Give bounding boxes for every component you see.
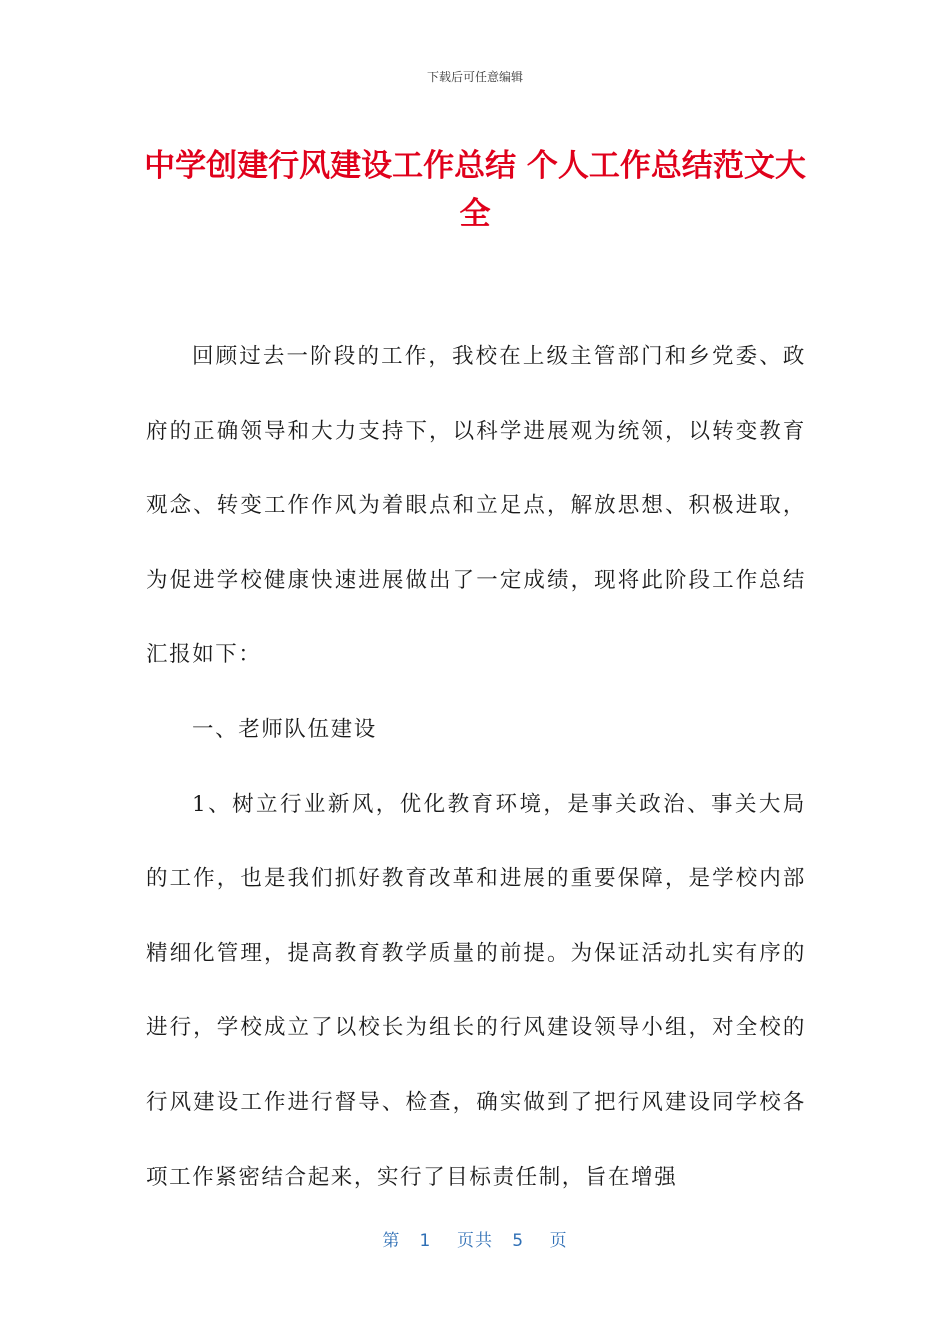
page-number-footer	[0, 1226, 950, 1251]
header-note: 下载后可任意编辑	[426, 70, 523, 84]
document-title: 中学创建行风建设工作总结 个人工作总结范文大全	[144, 148, 806, 232]
page-label-suffix: 页	[549, 1231, 568, 1251]
section-heading: 一、老师队伍建设	[192, 716, 377, 742]
paragraph-item-1: 1、树立行业新风，优化教育环境，是事关政治、事关大局的工作，也是我们抓好教育改革和进展的重要保障，是学校内部精细化管理，提高教育教学质量的前提。为保证活动扎实有序的进行，学校成立了以校长为组长的行风建设领导小组，对全校的行风建设工作进行督导、检查，确实做到了把行风建设同学校各项工作紧密结合起来，实行了目标责任制，旨在增强	[146, 791, 806, 1190]
document-body	[146, 320, 806, 1215]
paragraph-intro: 回顾过去一阶段的工作，我校在上级主管部门和乡党委、政府的正确领导和大力支持下，以科学进展观为统领，以转变教育观念、转变工作作风为着眼点和立足点，解放思想、积极进取，为促进学校健康快速进展做出了一定成绩，现将此阶段工作总结汇报如下：	[146, 344, 806, 668]
current-page-number: 1	[419, 1231, 432, 1251]
page-label-prefix: 第	[382, 1231, 401, 1251]
page-label-mid: 页共	[457, 1231, 493, 1251]
total-page-count: 5	[512, 1231, 525, 1251]
